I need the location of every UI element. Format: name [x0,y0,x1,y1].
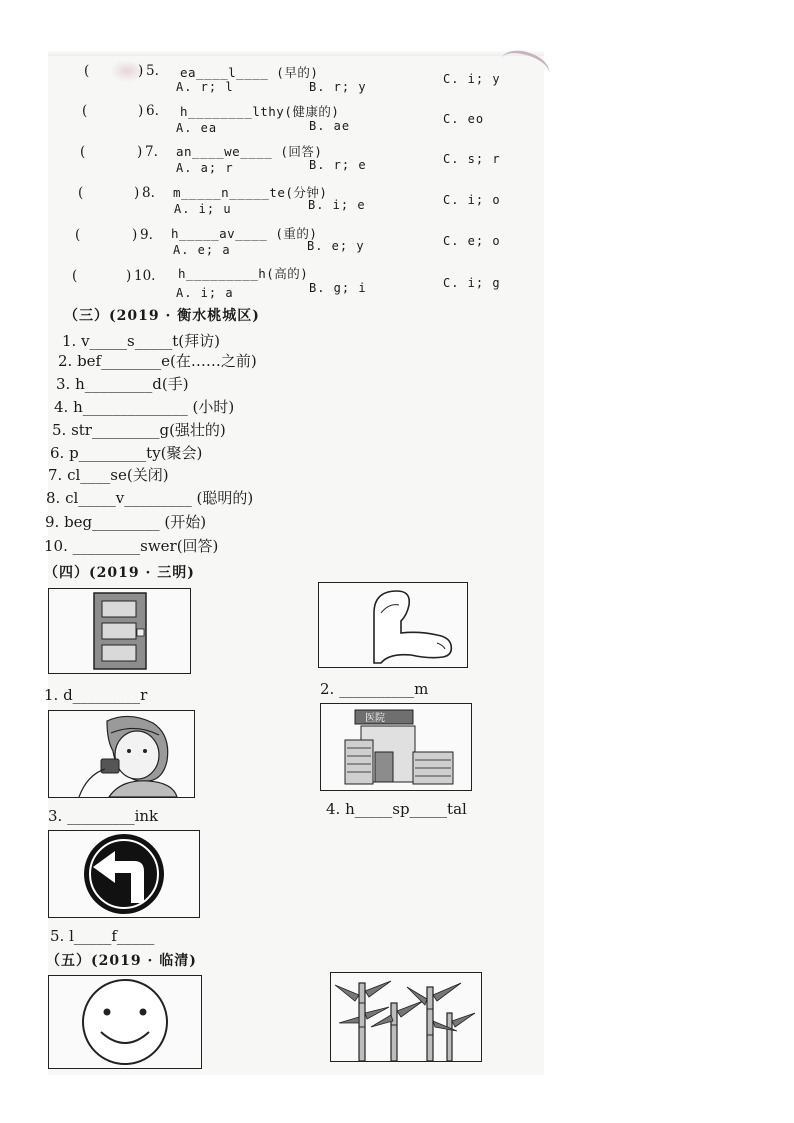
question-number: 5. [146,63,159,79]
option-b[interactable]: B. r; e [309,158,367,172]
question-word: an____we____ (回答) [176,144,323,159]
girl-drinking-icon [49,711,194,797]
paren-close: ) [138,63,144,79]
fill-item[interactable]: 7. cl____se(关闭) [48,466,169,484]
question-word: h________lthy(健康的) [180,104,340,119]
fill-item[interactable]: 4. h______________ (小时) [54,398,235,416]
arm-icon [319,583,467,667]
answer-paren[interactable]: ( [80,144,86,160]
option-a[interactable]: A. i; u [174,202,232,216]
option-c[interactable]: C. i; o [443,193,501,207]
picture-label[interactable]: 2. __________m [320,680,429,698]
paren-close: ) [138,103,144,119]
option-b[interactable]: B. ae [309,119,351,133]
picture-label[interactable]: 5. l_____f_____ [50,927,155,945]
picture-smile [48,975,202,1069]
hospital-sign: 医院 [365,713,385,724]
fill-item[interactable]: 2. bef________e(在……之前) [58,352,257,370]
option-c[interactable]: C. i; g [443,276,501,290]
fill-item[interactable]: 1. v_____s_____t(拜访) [62,332,220,350]
option-a[interactable]: A. a; r [176,161,234,175]
option-c[interactable]: C. s; r [443,152,501,166]
question-number: 9. [140,227,153,243]
fill-item[interactable]: 10. _________swer(回答) [44,537,219,555]
bamboo-icon [331,973,481,1061]
option-a[interactable]: A. i; a [176,286,234,300]
scan-edge [48,50,544,56]
paren-close: ) [132,227,138,243]
answer-paren[interactable]: ( [82,103,88,119]
question-word: ea____l____ (早的) [180,65,319,80]
fill-item[interactable]: 5. str_________g(强壮的) [52,421,226,439]
section-header: （三）(2019 · 衡水桃城区) [64,308,260,324]
option-b[interactable]: B. r; y [309,80,367,94]
option-a[interactable]: A. r; l [176,80,234,94]
question-number: 8. [142,185,155,201]
picture-bamboo [330,972,482,1062]
section-header: （四）(2019 · 三明) [44,565,195,581]
option-a[interactable]: A. ea [176,121,218,135]
picture-hospital [320,703,472,791]
answer-paren[interactable]: ( [84,63,90,79]
answer-paren[interactable]: ( [72,268,78,284]
turn-left-sign-icon [49,831,199,917]
question-word: m_____n_____te(分钟) [173,185,328,200]
option-b[interactable]: B. e; y [307,239,365,253]
fill-item[interactable]: 8. cl_____v_________ (聪明的) [46,489,254,507]
section-header: （五）(2019 · 临清) [46,953,197,969]
picture-label[interactable]: 1. d_________r [44,686,148,704]
fill-item[interactable]: 3. h_________d(手) [56,375,189,393]
option-a[interactable]: A. e; a [173,243,231,257]
question-number: 7. [145,144,158,160]
question-word: h_________h(高的) [178,266,309,281]
option-b[interactable]: B. i; e [308,198,366,212]
smiley-face-icon [49,976,201,1068]
picture-door [48,588,191,674]
question-number: 10. [134,268,156,284]
fill-item[interactable]: 9. beg_________ (开始) [45,513,207,531]
paren-close: ) [126,268,132,284]
answer-paren[interactable]: ( [75,227,81,243]
paren-close: ) [137,144,143,160]
option-c[interactable]: C. eo [443,112,485,126]
option-c[interactable]: C. e; o [443,234,501,248]
option-c[interactable]: C. i; y [443,72,501,86]
picture-label[interactable]: 3. _________ink [48,807,159,825]
picture-drink [48,710,195,798]
question-number: 6. [146,103,159,119]
picture-arm [318,582,468,668]
paren-close: ) [134,185,140,201]
hospital-icon [321,704,471,790]
picture-label[interactable]: 4. h_____sp_____tal [326,800,467,818]
option-b[interactable]: B. g; i [309,281,367,295]
door-icon [49,589,190,673]
answer-paren[interactable]: ( [78,185,84,201]
picture-turn-left [48,830,200,918]
fill-item[interactable]: 6. p_________ty(聚会) [50,444,203,462]
question-word: h_____av____ (重的) [171,226,318,241]
